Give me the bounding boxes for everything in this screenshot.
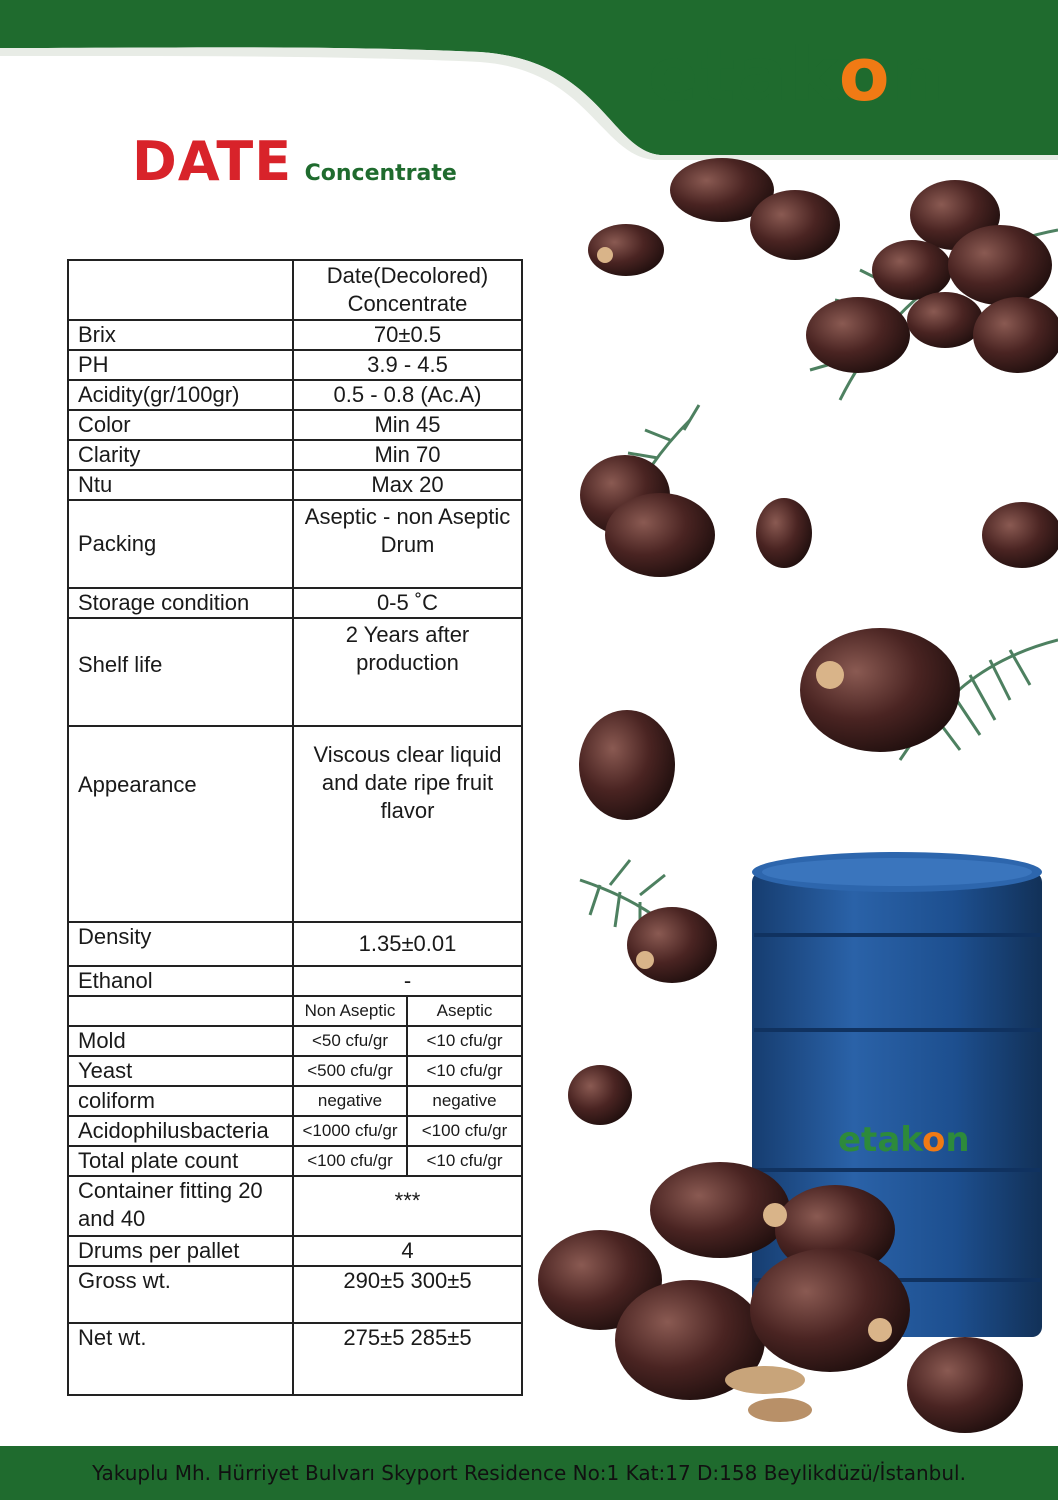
row-value: 4 xyxy=(293,1236,522,1266)
micro-label: Yeast xyxy=(68,1056,293,1086)
row-label: Storage condition xyxy=(68,588,293,618)
row-value: 0-5 ˚C xyxy=(293,588,522,618)
row-label: Packing xyxy=(68,500,293,588)
micro-non-aseptic: negative xyxy=(293,1086,407,1116)
row-value: Min 45 xyxy=(293,410,522,440)
micro-label: Mold xyxy=(68,1026,293,1056)
title-sub: Concentrate xyxy=(304,161,457,186)
footer-address: Yakuplu Mh. Hürriyet Bulvarı Skyport Residence No:1 Kat:17 D:158 Beylikdüzü/İstanbul. xyxy=(92,1461,966,1485)
row-label: Gross wt. xyxy=(68,1266,293,1323)
row-value: 275±5 285±5 xyxy=(293,1323,522,1395)
brand-logo-text: etakon xyxy=(648,32,947,118)
row-value: 3.9 - 4.5 xyxy=(293,350,522,380)
row-value: Aseptic - non Aseptic Drum xyxy=(293,500,522,588)
row-label: Ethanol xyxy=(68,966,293,996)
micro-non-aseptic: <50 cfu/gr xyxy=(293,1026,407,1056)
row-value: - xyxy=(293,966,522,996)
footer xyxy=(0,1446,1058,1500)
row-value: *** xyxy=(293,1176,522,1236)
micro-label: Total plate count xyxy=(68,1146,293,1176)
row-label: Appearance xyxy=(68,726,293,922)
drum-logo xyxy=(838,1120,970,1160)
row-label: Ntu xyxy=(68,470,293,500)
row-value: Max 20 xyxy=(293,470,522,500)
row-value: 290±5 300±5 xyxy=(293,1266,522,1323)
micro-corner xyxy=(68,996,293,1026)
logo-accent-letter: o xyxy=(921,1120,946,1160)
spec-table xyxy=(67,259,523,1396)
row-label: Clarity xyxy=(68,440,293,470)
table-header: Date(Decolored) Concentrate xyxy=(293,260,522,320)
row-label: Shelf life xyxy=(68,618,293,726)
product-illustration xyxy=(530,150,1058,1446)
row-value: 2 Years after production xyxy=(293,618,522,726)
micro-header-aseptic: Aseptic xyxy=(407,996,522,1026)
page-title xyxy=(132,130,457,193)
micro-aseptic: <10 cfu/gr xyxy=(407,1056,522,1086)
micro-non-aseptic: <500 cfu/gr xyxy=(293,1056,407,1086)
row-label: Container fitting 20 and 40 xyxy=(68,1176,293,1236)
brand-logo xyxy=(648,32,947,118)
row-value: 1.35±0.01 xyxy=(293,922,522,966)
row-value: 70±0.5 xyxy=(293,320,522,350)
micro-aseptic: <10 cfu/gr xyxy=(407,1026,522,1056)
row-label: Acidity(gr/100gr) xyxy=(68,380,293,410)
row-label: PH xyxy=(68,350,293,380)
row-label: Drums per pallet xyxy=(68,1236,293,1266)
logo-accent-letter: o xyxy=(838,32,892,118)
row-label: Color xyxy=(68,410,293,440)
row-value: 0.5 - 0.8 (Ac.A) xyxy=(293,380,522,410)
micro-aseptic: negative xyxy=(407,1086,522,1116)
micro-aseptic: <100 cfu/gr xyxy=(407,1116,522,1146)
micro-header-non-aseptic: Non Aseptic xyxy=(293,996,407,1026)
micro-aseptic: <10 cfu/gr xyxy=(407,1146,522,1176)
title-main: DATE xyxy=(132,130,293,193)
row-value: Min 70 xyxy=(293,440,522,470)
micro-label: Acidophilusbacteria xyxy=(68,1116,293,1146)
row-label: Brix xyxy=(68,320,293,350)
table-corner xyxy=(68,260,293,320)
row-label: Density xyxy=(68,922,293,966)
micro-non-aseptic: <100 cfu/gr xyxy=(293,1146,407,1176)
row-label: Net wt. xyxy=(68,1323,293,1395)
row-value: Viscous clear liquid and date ripe fruit flavor xyxy=(293,726,522,922)
micro-label: coliform xyxy=(68,1086,293,1116)
micro-non-aseptic: <1000 cfu/gr xyxy=(293,1116,407,1146)
drum-logo-text: etakon xyxy=(838,1120,970,1160)
